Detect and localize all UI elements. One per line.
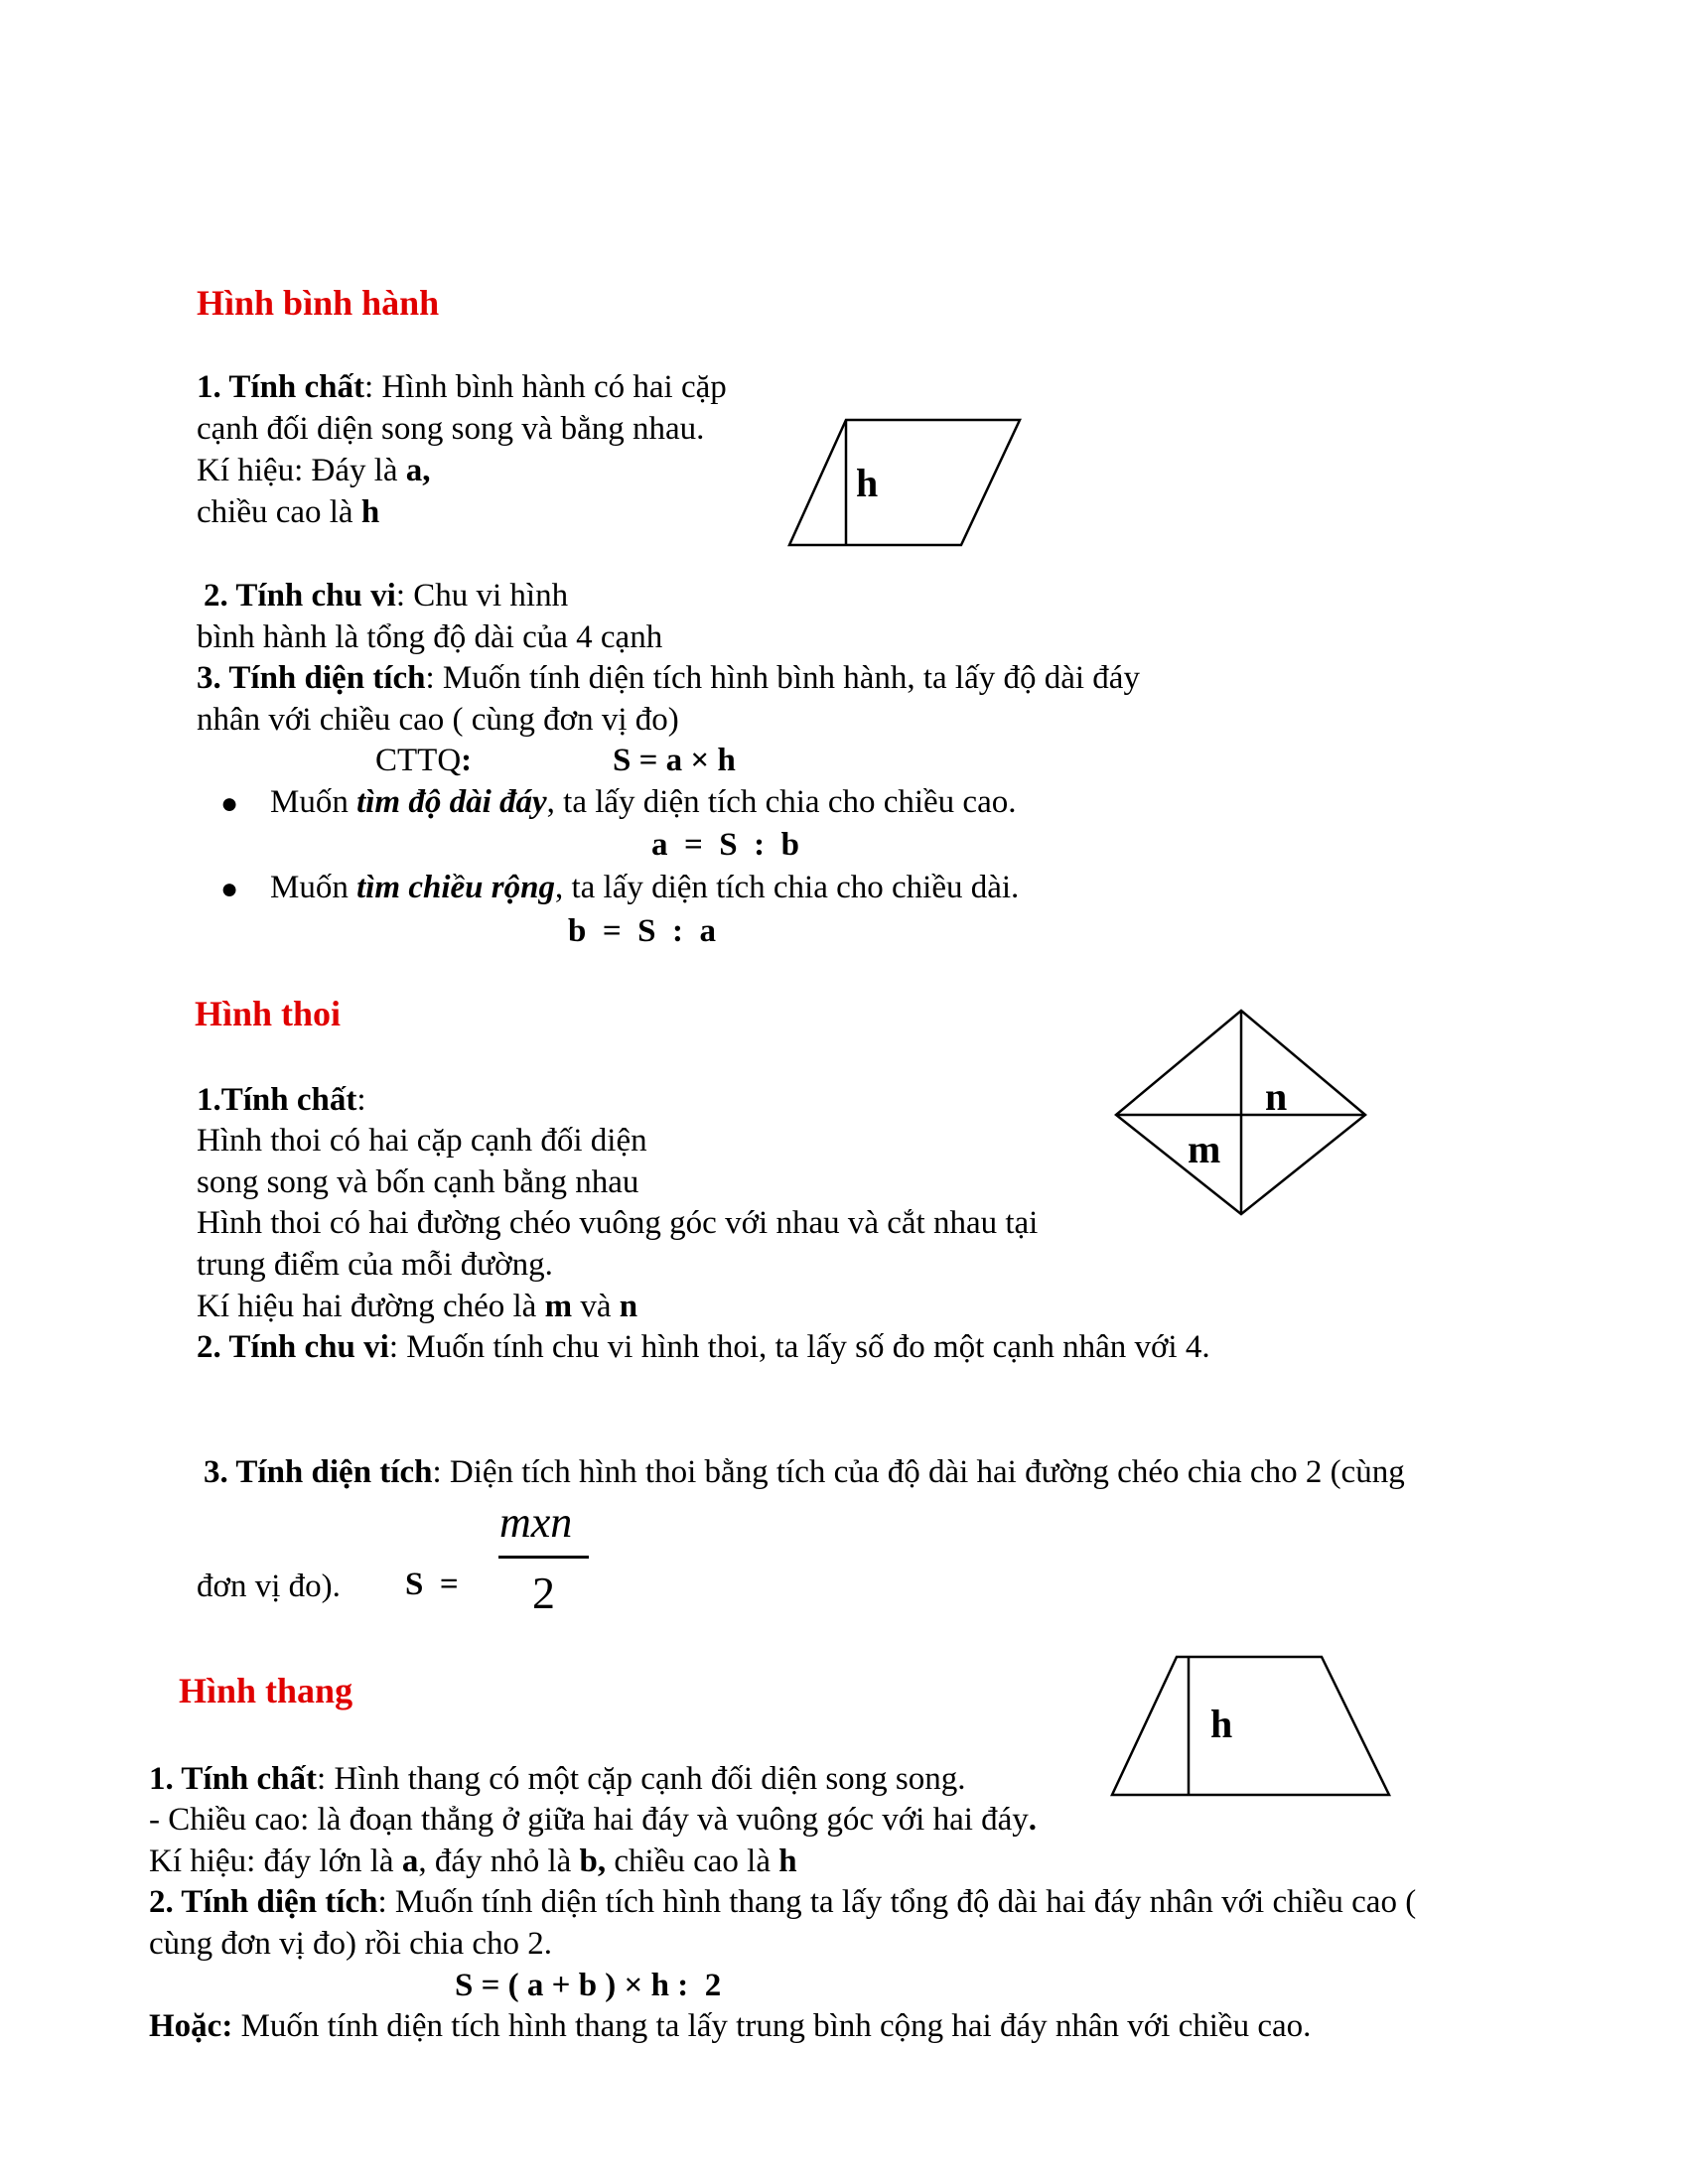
figure-label-m: m <box>1188 1127 1221 1171</box>
parallelogram-property-line2: cạnh đối diện song song và bằng nhau. <box>197 411 705 447</box>
bullet-find-width: Muốn tìm chiều rộng, ta lấy diện tích chia cho chiều dài. <box>270 870 1020 905</box>
rhombus-perimeter: 2. Tính chu vi: Muốn tính chu vi hình thoi, ta lấy số đo một cạnh nhân với 4. <box>197 1329 1210 1365</box>
formula-base: a = S : b <box>651 827 799 863</box>
bullet-dot: ● <box>220 787 239 820</box>
parallelogram-area-line2: nhân với chiều cao ( cùng đơn vị đo) <box>197 702 679 738</box>
bullet-dot: ● <box>220 873 239 905</box>
bullet-find-base: Muốn tìm độ dài đáy, ta lấy diện tích chia cho chiều cao. <box>270 784 1017 820</box>
property-label: 1. Tính chất <box>197 369 365 405</box>
formula-width: b = S : a <box>568 913 716 949</box>
rhombus-line4: trung điểm của mỗi đường. <box>197 1247 553 1283</box>
trapezoid-height-def: - Chiều cao: là đoạn thẳng ở giữa hai đáy và vuông góc với hai đáy. <box>149 1802 1038 1838</box>
formula-area: S = a × h <box>613 743 736 778</box>
rhombus-area: 3. Tính diện tích: Diện tích hình thoi bằng tích của độ dài hai đường chéo chia cho 2 (cùng <box>204 1454 1405 1490</box>
trapezoid-area: 2. Tính diện tích: Muốn tính diện tích hình thang ta lấy tổng độ dài hai đáy nhân với chiều cao ( <box>149 1884 1417 1920</box>
parallelogram-height-symbol: chiều cao là h <box>197 494 380 530</box>
fraction-numerator: mxn <box>499 1498 573 1547</box>
figure-label-h: h <box>1210 1702 1233 1746</box>
section-heading-parallelogram: Hình bình hành <box>197 283 440 323</box>
rhombus-property-label: 1.Tính chất: <box>197 1082 366 1118</box>
rhombus-formula-S: S = <box>405 1567 459 1602</box>
rhombus-area-line2: đơn vị đo). <box>197 1569 341 1604</box>
trapezoid-property: 1. Tính chất: Hình thang có một cặp cạnh đối diện song song. <box>149 1761 966 1797</box>
trapezoid-formula: S = ( a + b ) × h : 2 <box>455 1968 722 2003</box>
rhombus-symbol: Kí hiệu hai đường chéo là m và n <box>197 1289 638 1324</box>
section-heading-rhombus: Hình thoi <box>195 994 342 1033</box>
trapezoid-area-line2: cùng đơn vị đo) rồi chia cho 2. <box>149 1926 553 1962</box>
parallelogram-area: 3. Tính diện tích: Muốn tính diện tích hình bình hành, ta lấy độ dài đáy <box>197 660 1140 696</box>
trapezoid-symbol: Kí hiệu: đáy lớn là a, đáy nhỏ là b, chiều cao là h <box>149 1843 797 1879</box>
fraction-bar <box>498 1556 589 1559</box>
parallelogram-perimeter-line2: bình hành là tổng độ dài của 4 cạnh <box>197 619 663 655</box>
figure-label-h: h <box>856 461 879 505</box>
fraction-denominator: 2 <box>532 1568 555 1618</box>
trapezoid-alt: Hoặc: Muốn tính diện tích hình thang ta lấy trung bình cộng hai đáy nhân với chiều cao. <box>149 2008 1312 2044</box>
rhombus-line3: Hình thoi có hai đường chéo vuông góc với nhau và cắt nhau tại <box>197 1205 1039 1241</box>
section-heading-trapezoid: Hình thang <box>179 1671 353 1710</box>
cttq-label: CTTQ: <box>375 743 473 778</box>
parallelogram-perimeter: 2. Tính chu vi: Chu vi hình <box>204 578 569 614</box>
parallelogram-property: 1. Tính chất: Hình bình hành có hai cặp <box>197 369 727 405</box>
parallelogram-symbol: Kí hiệu: Đáy là a, <box>197 453 431 488</box>
rhombus-line1: Hình thoi có hai cặp cạnh đối diện <box>197 1123 647 1159</box>
rhombus-line2: song song và bốn cạnh bằng nhau <box>197 1164 639 1200</box>
figure-label-n: n <box>1265 1074 1288 1119</box>
